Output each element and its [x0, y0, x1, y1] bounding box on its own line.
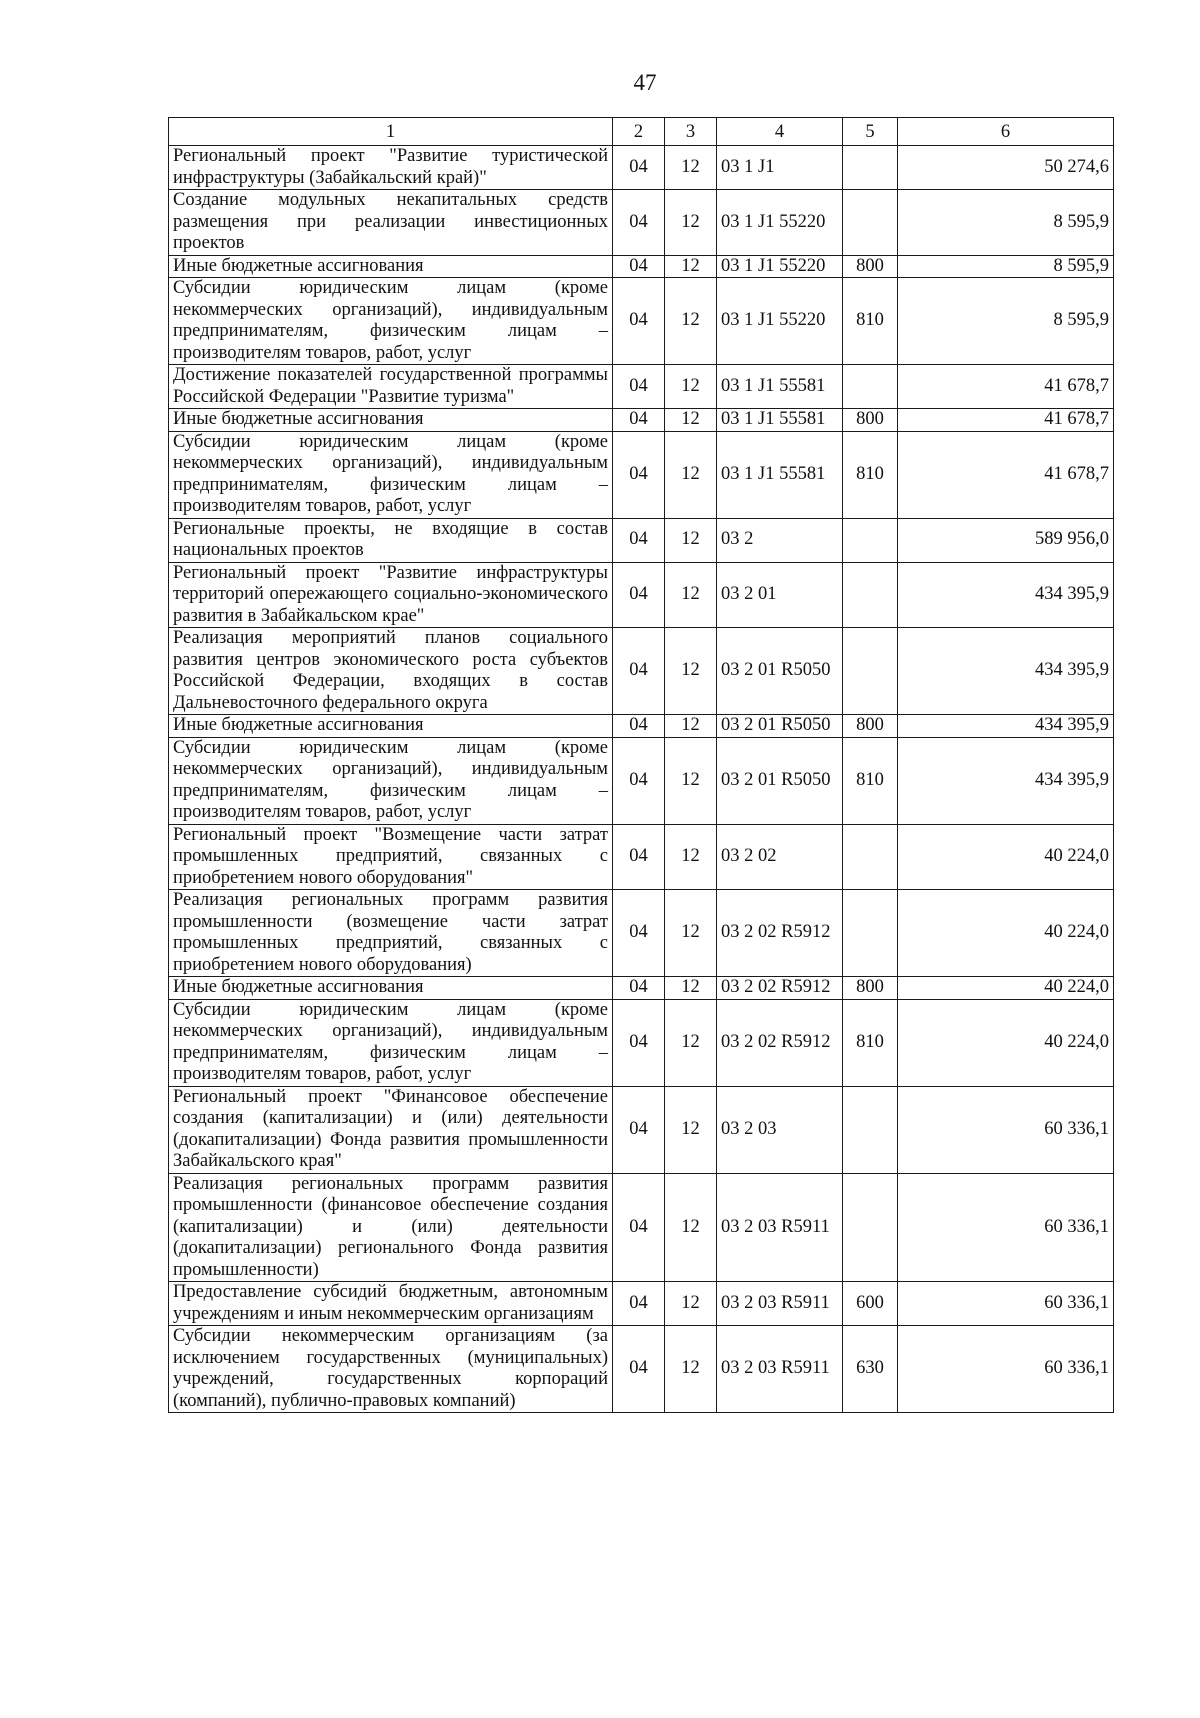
- cell-subsection: 12: [665, 431, 717, 518]
- cell-type: [843, 365, 898, 409]
- cell-amount: 589 956,0: [898, 518, 1114, 562]
- cell-amount: 40 224,0: [898, 890, 1114, 977]
- cell-amount: 8 595,9: [898, 190, 1114, 256]
- cell-subsection: 12: [665, 146, 717, 190]
- cell-code: 03 2: [717, 518, 843, 562]
- cell-code: 03 2 03 R5911: [717, 1173, 843, 1282]
- cell-type: [843, 562, 898, 628]
- cell-section: 04: [613, 278, 665, 365]
- cell-code: 03 2 01 R5050: [717, 628, 843, 715]
- cell-code: 03 1 J1: [717, 146, 843, 190]
- cell-code: 03 1 J1 55220: [717, 255, 843, 278]
- cell-subsection: 12: [665, 1326, 717, 1413]
- cell-type: [843, 518, 898, 562]
- cell-name: Региональный проект "Возмещение части затрат промышленных предприятий, связанных с приобретением нового оборудования": [169, 824, 613, 890]
- table-row: [169, 409, 1114, 432]
- header-col-1: 1: [169, 118, 613, 146]
- cell-code: 03 2 01 R5050: [717, 737, 843, 824]
- cell-type: [843, 628, 898, 715]
- table-row: [169, 562, 1114, 628]
- cell-name: Субсидии юридическим лицам (кроме некоммерческих организаций), индивидуальным предпринимателям, физическим лицам – производителям товаров, работ, услуг: [169, 737, 613, 824]
- cell-section: 04: [613, 737, 665, 824]
- cell-type: [843, 890, 898, 977]
- cell-type: [843, 146, 898, 190]
- cell-amount: 60 336,1: [898, 1086, 1114, 1173]
- cell-amount: 60 336,1: [898, 1282, 1114, 1326]
- cell-section: 04: [613, 255, 665, 278]
- cell-subsection: 12: [665, 1282, 717, 1326]
- cell-subsection: 12: [665, 562, 717, 628]
- cell-subsection: 12: [665, 365, 717, 409]
- cell-section: 04: [613, 1326, 665, 1413]
- table-row: [169, 977, 1114, 1000]
- cell-code: 03 2 02 R5912: [717, 890, 843, 977]
- cell-code: 03 2 03: [717, 1086, 843, 1173]
- cell-code: 03 1 J1 55581: [717, 431, 843, 518]
- cell-name: Достижение показателей государственной программы Российской Федерации "Развитие туризма": [169, 365, 613, 409]
- cell-code: 03 2 01: [717, 562, 843, 628]
- cell-type: 800: [843, 715, 898, 738]
- cell-section: 04: [613, 890, 665, 977]
- table-row: [169, 190, 1114, 256]
- cell-amount: 434 395,9: [898, 628, 1114, 715]
- cell-section: 04: [613, 715, 665, 738]
- cell-type: 810: [843, 999, 898, 1086]
- cell-section: 04: [613, 977, 665, 1000]
- cell-code: 03 1 J1 55581: [717, 409, 843, 432]
- cell-type: 630: [843, 1326, 898, 1413]
- header-row: [169, 118, 1114, 146]
- cell-section: 04: [613, 1173, 665, 1282]
- table-row: [169, 824, 1114, 890]
- cell-name: Региональный проект "Развитие туристической инфраструктуры (Забайкальский край)": [169, 146, 613, 190]
- cell-amount: 434 395,9: [898, 715, 1114, 738]
- cell-type: 800: [843, 255, 898, 278]
- cell-name: Субсидии юридическим лицам (кроме некоммерческих организаций), индивидуальным предпринимателям, физическим лицам – производителям товаров, работ, услуг: [169, 999, 613, 1086]
- cell-amount: 50 274,6: [898, 146, 1114, 190]
- cell-name: Региональные проекты, не входящие в состав национальных проектов: [169, 518, 613, 562]
- cell-subsection: 12: [665, 1086, 717, 1173]
- cell-name: Реализация региональных программ развития промышленности (финансовое обеспечение создания (капитализации) и (или) деятельности (докапитализации) регионального Фонда развития промышленности): [169, 1173, 613, 1282]
- cell-amount: 40 224,0: [898, 999, 1114, 1086]
- cell-type: 810: [843, 737, 898, 824]
- cell-amount: 41 678,7: [898, 365, 1114, 409]
- header-col-2: 2: [613, 118, 665, 146]
- cell-code: 03 2 02 R5912: [717, 977, 843, 1000]
- cell-code: 03 2 03 R5911: [717, 1282, 843, 1326]
- cell-subsection: 12: [665, 999, 717, 1086]
- cell-section: 04: [613, 1282, 665, 1326]
- cell-subsection: 12: [665, 715, 717, 738]
- table-row: [169, 1173, 1114, 1282]
- table-row: [169, 146, 1114, 190]
- cell-code: 03 2 02 R5912: [717, 999, 843, 1086]
- table-row: [169, 1326, 1114, 1413]
- cell-section: 04: [613, 518, 665, 562]
- cell-amount: 41 678,7: [898, 431, 1114, 518]
- cell-amount: 41 678,7: [898, 409, 1114, 432]
- cell-name: Реализация региональных программ развития промышленности (возмещение части затрат промышленных предприятий, связанных с приобретением нового оборудования): [169, 890, 613, 977]
- cell-amount: 434 395,9: [898, 562, 1114, 628]
- table-row: [169, 518, 1114, 562]
- cell-type: [843, 190, 898, 256]
- table-row: [169, 715, 1114, 738]
- cell-name: Иные бюджетные ассигнования: [169, 977, 613, 1000]
- page-number: 47: [633, 70, 657, 95]
- cell-section: 04: [613, 999, 665, 1086]
- table-row: [169, 365, 1114, 409]
- cell-subsection: 12: [665, 518, 717, 562]
- cell-subsection: 12: [665, 890, 717, 977]
- table-row: [169, 255, 1114, 278]
- cell-name: Иные бюджетные ассигнования: [169, 255, 613, 278]
- cell-code: 03 2 02: [717, 824, 843, 890]
- table-row: [169, 628, 1114, 715]
- cell-amount: 40 224,0: [898, 824, 1114, 890]
- cell-type: 800: [843, 409, 898, 432]
- cell-name: Субсидии юридическим лицам (кроме некоммерческих организаций), индивидуальным предпринимателям, физическим лицам – производителям товаров, работ, услуг: [169, 431, 613, 518]
- table-row: [169, 278, 1114, 365]
- cell-code: 03 1 J1 55220: [717, 190, 843, 256]
- cell-section: 04: [613, 365, 665, 409]
- table-row: [169, 1086, 1114, 1173]
- cell-subsection: 12: [665, 255, 717, 278]
- table-row: [169, 1282, 1114, 1326]
- cell-name: Реализация мероприятий планов социального развития центров экономического роста субъектов Российской Федерации, входящих в состав Дальневосточного федерального округа: [169, 628, 613, 715]
- cell-amount: 60 336,1: [898, 1173, 1114, 1282]
- cell-name: Создание модульных некапитальных средств размещения при реализации инвестиционных проектов: [169, 190, 613, 256]
- header-col-4: 4: [717, 118, 843, 146]
- cell-name: Региональный проект "Развитие инфраструктуры территорий опережающего социально-экономического развития в Забайкальском крае": [169, 562, 613, 628]
- cell-amount: 8 595,9: [898, 278, 1114, 365]
- cell-type: 810: [843, 431, 898, 518]
- cell-subsection: 12: [665, 409, 717, 432]
- cell-amount: 40 224,0: [898, 977, 1114, 1000]
- cell-name: Региональный проект "Финансовое обеспечение создания (капитализации) и (или) деятельности (докапитализации) Фонда развития промышленности Забайкальского края": [169, 1086, 613, 1173]
- cell-subsection: 12: [665, 977, 717, 1000]
- cell-section: 04: [613, 824, 665, 890]
- cell-subsection: 12: [665, 824, 717, 890]
- cell-name: Предоставление субсидий бюджетным, автономным учреждениям и иным некоммерческим организациям: [169, 1282, 613, 1326]
- cell-code: 03 2 01 R5050: [717, 715, 843, 738]
- cell-subsection: 12: [665, 190, 717, 256]
- cell-code: 03 2 03 R5911: [717, 1326, 843, 1413]
- cell-section: 04: [613, 1086, 665, 1173]
- cell-type: 800: [843, 977, 898, 1000]
- cell-section: 04: [613, 431, 665, 518]
- cell-subsection: 12: [665, 1173, 717, 1282]
- cell-amount: 434 395,9: [898, 737, 1114, 824]
- cell-name: Субсидии некоммерческим организациям (за исключением государственных (муниципальных) учреждений, государственных корпораций (компаний), публично-правовых компаний): [169, 1326, 613, 1413]
- cell-section: 04: [613, 628, 665, 715]
- cell-section: 04: [613, 409, 665, 432]
- cell-section: 04: [613, 146, 665, 190]
- cell-type: 810: [843, 278, 898, 365]
- budget-table: [168, 117, 1114, 1413]
- cell-subsection: 12: [665, 737, 717, 824]
- cell-type: 600: [843, 1282, 898, 1326]
- cell-section: 04: [613, 562, 665, 628]
- cell-type: [843, 1173, 898, 1282]
- header-col-6: 6: [898, 118, 1114, 146]
- cell-amount: 60 336,1: [898, 1326, 1114, 1413]
- table-row: [169, 999, 1114, 1086]
- table-row: [169, 890, 1114, 977]
- cell-code: 03 1 J1 55581: [717, 365, 843, 409]
- cell-amount: 8 595,9: [898, 255, 1114, 278]
- header-col-3: 3: [665, 118, 717, 146]
- cell-subsection: 12: [665, 628, 717, 715]
- cell-code: 03 1 J1 55220: [717, 278, 843, 365]
- cell-name: Иные бюджетные ассигнования: [169, 715, 613, 738]
- cell-section: 04: [613, 190, 665, 256]
- cell-type: [843, 824, 898, 890]
- cell-name: Иные бюджетные ассигнования: [169, 409, 613, 432]
- header-col-5: 5: [843, 118, 898, 146]
- table-row: [169, 431, 1114, 518]
- table-row: [169, 737, 1114, 824]
- table-body: [169, 146, 1114, 1413]
- cell-name: Субсидии юридическим лицам (кроме некоммерческих организаций), индивидуальным предпринимателям, физическим лицам – производителям товаров, работ, услуг: [169, 278, 613, 365]
- cell-subsection: 12: [665, 278, 717, 365]
- cell-type: [843, 1086, 898, 1173]
